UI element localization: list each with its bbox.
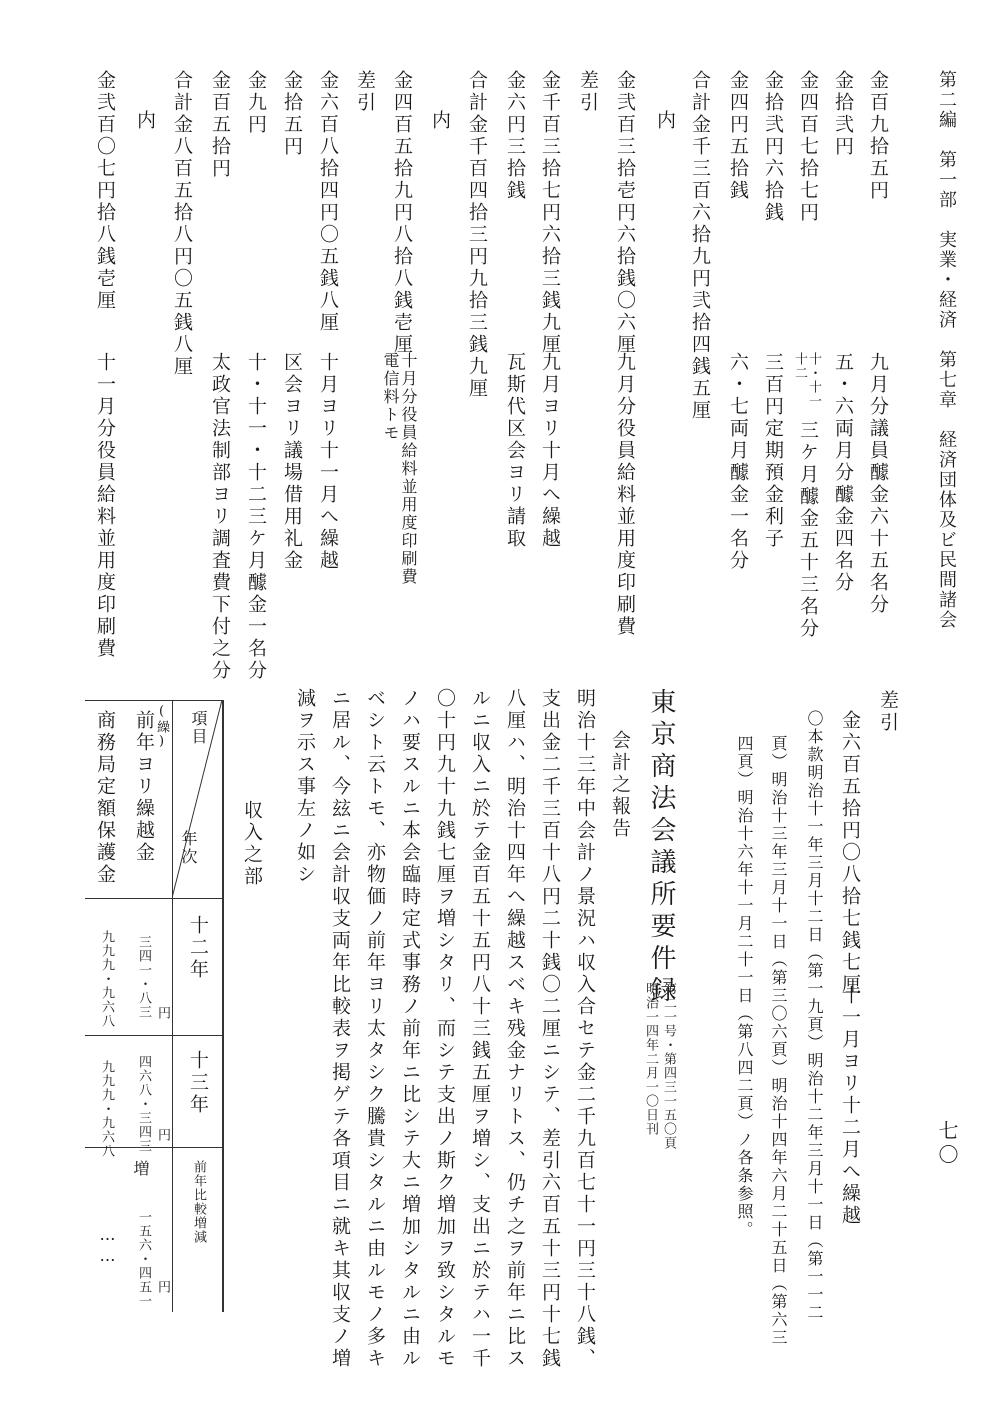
- amount-line: 金四円五拾銭: [727, 70, 749, 202]
- amount-line: 金拾弐円: [832, 70, 854, 158]
- body-line: 〇十円九十九銭七厘ヲ増シタリ、而シテ支出ノ斯ク増加ヲ致シタルモ: [434, 688, 456, 1370]
- amount-line: 金百九拾五円: [867, 70, 889, 202]
- running-head: 第二編 第一部 実業・経済 第七章 経済団体及ビ民間諸会: [936, 70, 957, 630]
- section-subtitle: 会計之報告: [609, 730, 631, 840]
- note-line: 十一月分役員給料並用度印刷費: [94, 352, 116, 660]
- table-column-divider: [85, 1035, 222, 1036]
- source-date: 明治一四年二月一〇日刊: [643, 982, 658, 1136]
- value-12: 九九九・九六八: [99, 930, 114, 1028]
- amount-line: 金弐百〇七円拾八銭壱厘: [94, 70, 116, 312]
- value-13: 九九九・九六八: [99, 1060, 114, 1158]
- note-prefix: 十・十一: [806, 352, 821, 408]
- note-line: 六・七両月醵金一名分: [727, 352, 749, 572]
- note-line: 十・十一・十二三ケ月醵金一名分: [245, 352, 267, 682]
- amount-line: 金弐百三拾壱円六拾銭〇六厘: [614, 70, 636, 356]
- table-header-year: 年次: [179, 830, 198, 866]
- table-row-item: 前年ヨリ繰越金: [133, 710, 155, 864]
- diff-value: 一五六・四五一: [136, 1210, 151, 1308]
- breakdown-label: 内: [429, 110, 451, 132]
- unit-label: 円: [155, 1280, 170, 1294]
- body-line: ニ居ル、今玆ニ会計収支両年比較表ヲ掲ゲテ各項目ニ就キ其収支ノ増: [329, 688, 351, 1370]
- table-header-12: 十二年: [187, 915, 209, 981]
- amount-line: 金拾五円: [281, 70, 303, 158]
- value-12: 三四一・八三: [136, 935, 151, 1019]
- amount-line: 金百五拾円: [209, 70, 231, 180]
- table-header-13: 十三年: [187, 1050, 209, 1116]
- amount-line: 金九円: [245, 70, 267, 136]
- note-line: 九月分議員醵金六十五名分: [867, 352, 889, 616]
- note-line: 瓦斯代区会ヨリ請取: [504, 352, 526, 550]
- reference-line: 四頁）明治十六年十一月二十一日（第八四二頁）ノ各条参照。: [735, 735, 754, 1239]
- total-line: 合計金八百五拾八円〇五銭八厘: [171, 70, 193, 378]
- table-header-diff: 前年比較増減: [191, 1160, 206, 1244]
- note-line: 九月分役員給料並用度印刷費: [614, 352, 636, 638]
- note-line: 区会ヨリ議場借用礼金: [281, 352, 303, 572]
- unit-label: 円: [155, 1128, 170, 1142]
- reference-line: 頁）明治十三年三月十一日（第三〇六頁）明治十四年六月二十五日（第六三: [769, 735, 788, 1347]
- balance-amount: 金六百五拾円〇八拾七銭七厘: [839, 710, 861, 996]
- table-caption: 収入之部: [241, 800, 263, 888]
- balance-label: 差引: [354, 70, 376, 114]
- body-line: 支出金二千三百十八円二十銭〇二厘ニシテ、差引六百五十三円十七銭: [539, 688, 561, 1370]
- table-header-item: 項目: [189, 710, 208, 746]
- note-line: 太政官法制部ヨリ調査費下付之分: [209, 352, 231, 682]
- note-line: 三百円定期預金利子: [762, 352, 784, 550]
- note-line: 九月ヨリ十月へ繰越: [539, 352, 561, 550]
- table-border-right: [222, 700, 224, 1312]
- note-line: 電信料トモ: [381, 352, 400, 442]
- item-annotation: (繰): [154, 704, 169, 750]
- diff-sign: 増: [131, 1160, 150, 1178]
- value-13: 四六八・三四三: [136, 1055, 151, 1153]
- body-line: 明治十三年中会計ノ景況ハ収入合セテ金二千九百七十一円三十八銭、: [574, 688, 596, 1370]
- balance-label: 差引: [577, 70, 599, 114]
- diff-value: ……: [98, 1225, 117, 1267]
- note-line: 五・六両月分醵金四名分: [832, 352, 854, 594]
- body-line: 八厘ハ、明治十四年へ繰越スベキ残金ナリトス、仍チ之ヲ前年ニ比ス: [504, 688, 526, 1370]
- breakdown-label: 内: [134, 110, 156, 132]
- note-line: 十月ヨリ十一月へ繰越: [317, 352, 339, 572]
- amount-line: 金六円三拾銭: [504, 70, 526, 202]
- body-line: 減ヲ示ス事左ノ如シ: [294, 688, 316, 886]
- page-number: 七〇: [935, 1120, 959, 1168]
- source-citation: 第二一号・第四三一五〇頁: [661, 982, 676, 1150]
- amount-line: 金拾弐円六拾銭: [762, 70, 784, 224]
- amount-line: 金四百五拾九円八拾八銭壱厘: [391, 70, 413, 356]
- amount-line: 金四百七拾七円: [797, 70, 819, 224]
- body-line: ノハ要スルニ本会臨時定式事務ノ前年ニ比シテ大ニ増加シタルニ由ル: [399, 688, 421, 1370]
- body-line: ルニ収入ニ於テ金百五十五円八十三銭五厘ヲ増シ、支出ニ於テハ一千: [469, 688, 491, 1370]
- note-line: 三ケ月醵金五十三名分: [797, 420, 819, 640]
- table-row-item: 商務局定額保護金: [94, 710, 116, 886]
- unit-label: 円: [155, 1006, 170, 1020]
- note-line: 十月分役員給料並用度印刷費: [399, 352, 418, 586]
- reference-line: 〇本款明治十一年三月十二日（第一九頁）明治十二年三月十一日（第一一二: [805, 710, 824, 1322]
- total-line: 合計金千百四拾三円九拾三銭九厘: [466, 70, 488, 400]
- note-prefix: 十二: [792, 352, 807, 380]
- article-title: 東京商法会議所要件録: [646, 688, 676, 1008]
- balance-label: 差引: [877, 690, 899, 734]
- table-column-divider: [85, 898, 222, 899]
- body-line: ベシト云トモ、亦物価ノ前年ヨリ太タシク騰貴シタルニ由ルモノ多キ: [364, 688, 386, 1370]
- amount-line: 金六百八拾四円〇五銭八厘: [317, 70, 339, 334]
- breakdown-label: 内: [654, 110, 676, 132]
- total-line: 合計金千三百六拾九円弐拾四銭五厘: [689, 70, 711, 422]
- amount-line: 金千百三拾七円六拾三銭九厘: [539, 70, 561, 356]
- balance-note: 十一月ヨリ十二月へ繰越: [839, 985, 861, 1227]
